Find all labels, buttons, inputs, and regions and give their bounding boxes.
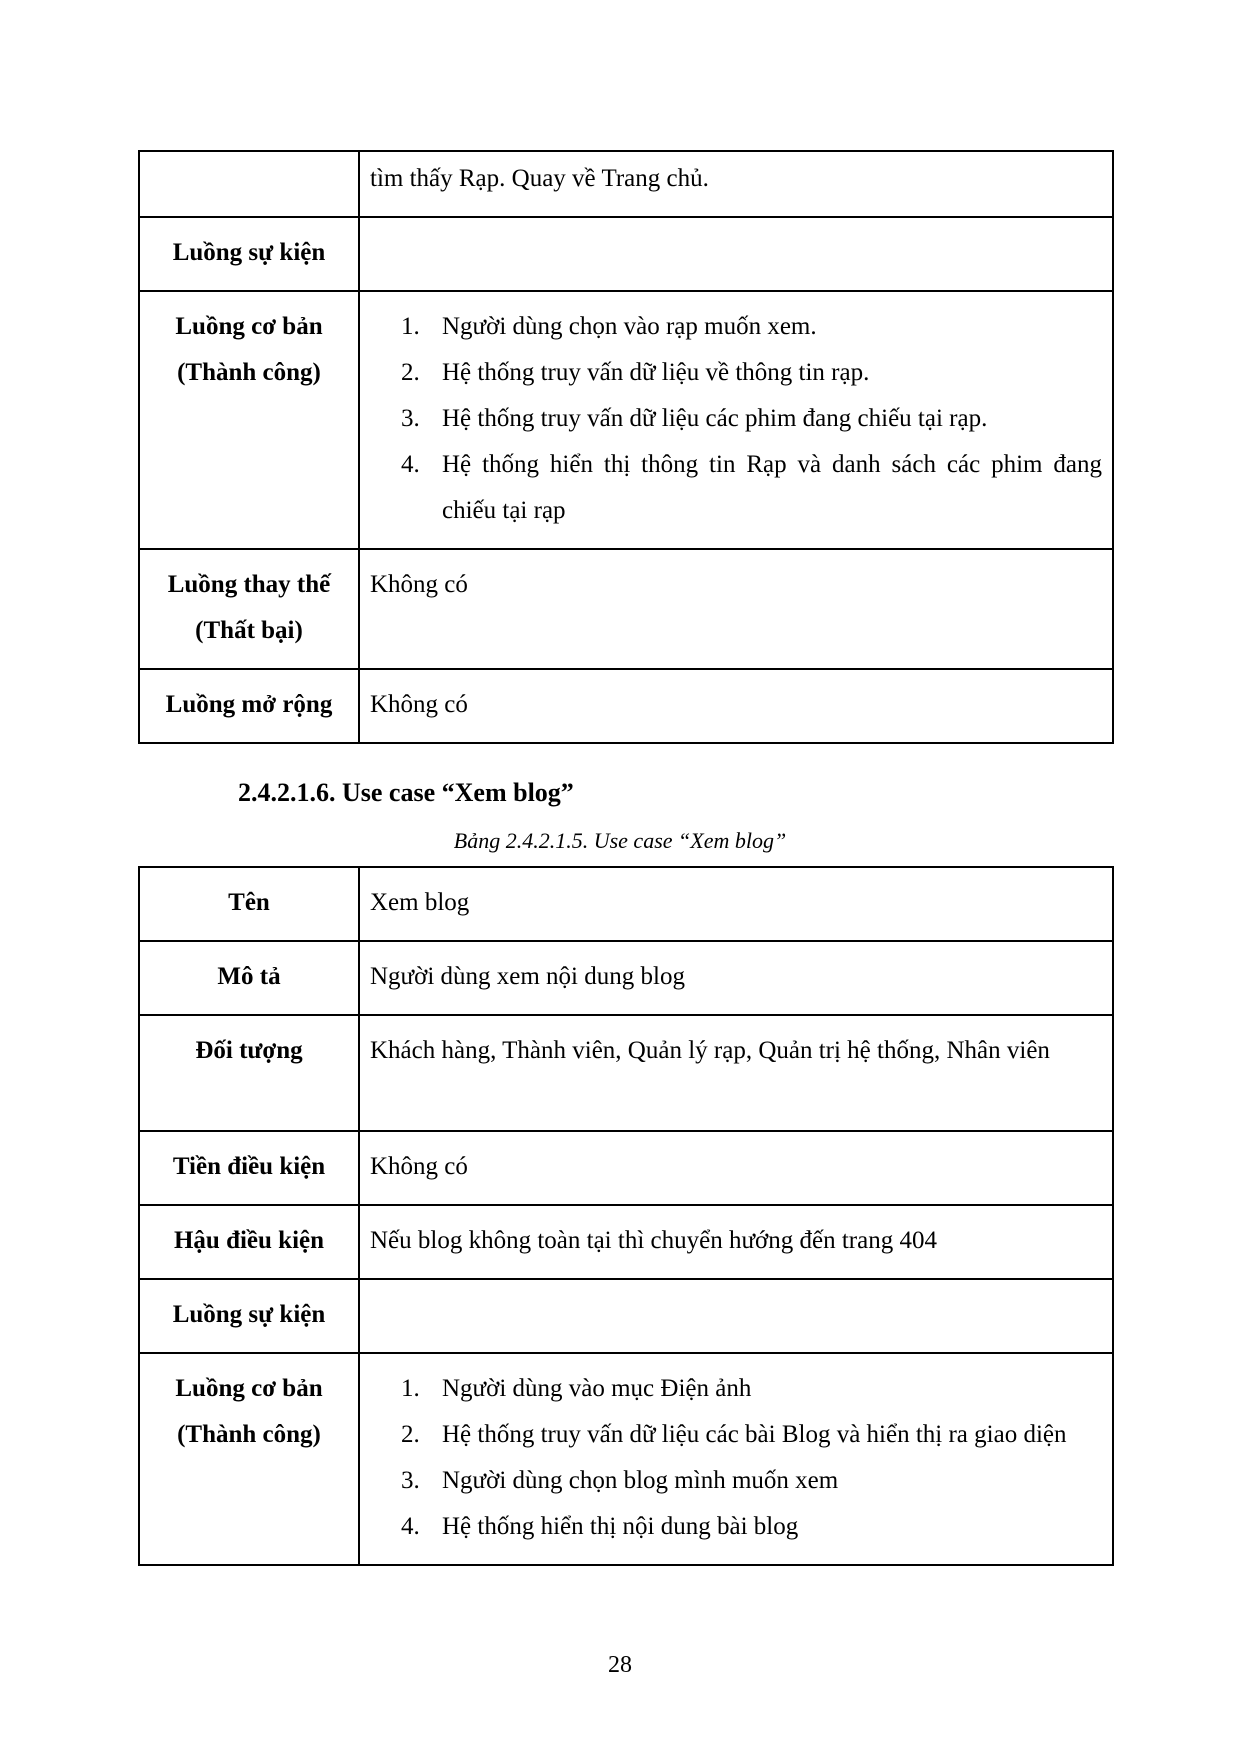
list-item: 3. Hệ thống truy vấn dữ liệu các phim đang chiếu tại rạp. xyxy=(426,396,1102,442)
row-label: Mô tả xyxy=(139,941,359,1015)
row-label: Đối tượng xyxy=(139,1015,359,1131)
page-number: 28 xyxy=(608,1652,632,1678)
row-label: Luồng mở rộng xyxy=(139,669,359,743)
row-value xyxy=(359,217,1113,291)
table-caption: Bảng 2.4.2.1.5. Use case “Xem blog” xyxy=(453,828,787,853)
steps-list xyxy=(370,1366,1102,1550)
row-label: Luồng thay thế (Thất bại) xyxy=(139,549,359,669)
row-steps xyxy=(359,1353,1113,1565)
list-item: 3. Người dùng chọn blog mình muốn xem xyxy=(426,1458,1102,1504)
list-item: 2. Hệ thống truy vấn dữ liệu về thông tin rạp. xyxy=(426,350,1102,396)
row-value: Khách hàng, Thành viên, Quản lý rạp, Quản trị hệ thống, Nhân viên xyxy=(359,1015,1113,1131)
row-value: Người dùng xem nội dung blog xyxy=(359,941,1113,1015)
row-label: Hậu điều kiện xyxy=(139,1205,359,1279)
use-case-table-continued xyxy=(138,150,1114,744)
row-value xyxy=(359,1279,1113,1353)
row-value: Không có xyxy=(359,1131,1113,1205)
row-label: Luồng sự kiện xyxy=(139,1279,359,1353)
row-label xyxy=(139,151,359,217)
row-label: Luồng cơ bản (Thành công) xyxy=(139,291,359,549)
table-row xyxy=(139,1131,1113,1205)
row-value: Không có xyxy=(359,669,1113,743)
table-row xyxy=(139,1205,1113,1279)
row-value: Xem blog xyxy=(359,867,1113,941)
table-row xyxy=(139,941,1113,1015)
table-row xyxy=(139,867,1113,941)
table-row xyxy=(139,1353,1113,1565)
table-row xyxy=(139,1015,1113,1131)
row-steps xyxy=(359,291,1113,549)
row-label: Tiền điều kiện xyxy=(139,1131,359,1205)
list-item: 4. Hệ thống hiển thị thông tin Rạp và danh sách các phim đang chiếu tại rạp xyxy=(426,442,1102,534)
table-row xyxy=(139,291,1113,549)
table-row xyxy=(139,669,1113,743)
table-row xyxy=(139,217,1113,291)
list-item: 1. Người dùng vào mục Điện ảnh xyxy=(426,1366,1102,1412)
row-label: Luồng sự kiện xyxy=(139,217,359,291)
table-row xyxy=(139,1279,1113,1353)
use-case-table-xem-blog xyxy=(138,866,1114,1566)
section-heading: 2.4.2.1.6. Use case “Xem blog” xyxy=(238,778,574,807)
list-item: 4. Hệ thống hiển thị nội dung bài blog xyxy=(426,1504,1102,1550)
list-item: 1. Người dùng chọn vào rạp muốn xem. xyxy=(426,304,1102,350)
list-item: 2. Hệ thống truy vấn dữ liệu các bài Blog và hiển thị ra giao diện xyxy=(426,1412,1102,1458)
table-row xyxy=(139,549,1113,669)
row-value: Nếu blog không toàn tại thì chuyển hướng đến trang 404 xyxy=(359,1205,1113,1279)
row-label: Tên xyxy=(139,867,359,941)
table-row xyxy=(139,151,1113,217)
row-label: Luồng cơ bản (Thành công) xyxy=(139,1353,359,1565)
steps-list xyxy=(370,304,1102,534)
row-value: Không có xyxy=(359,549,1113,669)
row-value: tìm thấy Rạp. Quay về Trang chủ. xyxy=(359,151,1113,217)
